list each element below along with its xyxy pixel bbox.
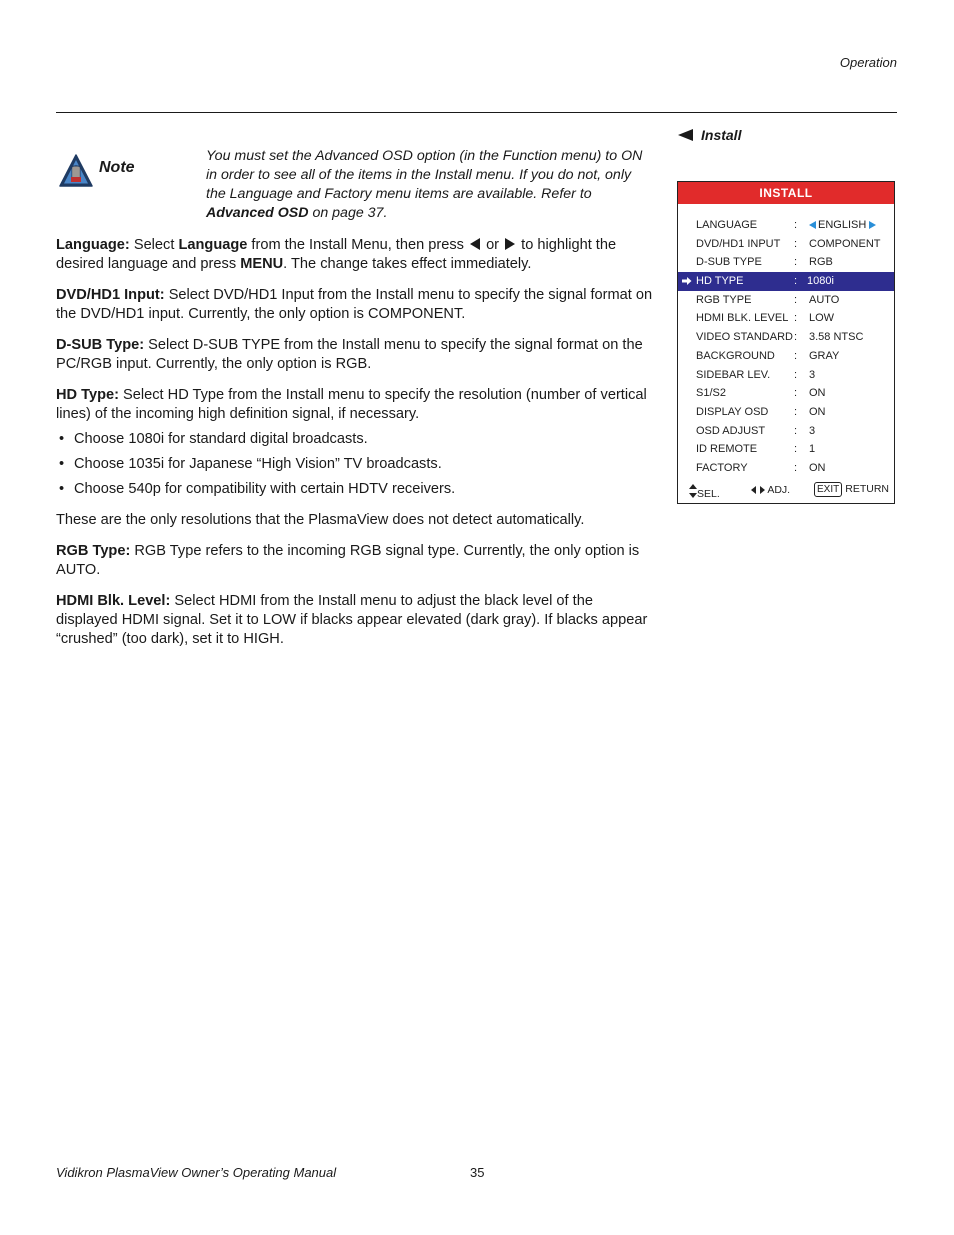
left-right-arrows-icon: [751, 486, 765, 494]
osd-rows: [678, 216, 894, 478]
advanced-osd-reference: Advanced OSD: [206, 205, 309, 221]
header-rule: [56, 112, 897, 113]
osd-row-hdmi-blk-level: HDMI BLK. LEVEL : LOW: [696, 312, 835, 325]
osd-row-rgb-type: RGB TYPE : AUTO: [696, 293, 840, 306]
body-text: [56, 236, 656, 661]
rgb-type-paragraph: RGB Type: RGB Type refers to the incoming RGB signal type. Currently, the only option is AUTO.: [56, 543, 640, 578]
note-text: You must set the Advanced OSD option (in the Function menu) to ON in order to see all of the items in the Install menu. If you do not, only the Language and Factory menu items are available. Refer to Advanced OSD on page 37.: [206, 148, 643, 221]
osd-row-dvd-hd1-input: DVD/HD1 INPUT : COMPONENT: [696, 237, 881, 250]
running-header-section: Operation: [839, 55, 897, 70]
osd-row-sidebar-lev: SIDEBAR LEV. : 3: [696, 368, 816, 381]
note-warning-icon: [58, 153, 94, 189]
osd-row-id-remote: ID REMOTE : 1: [696, 443, 816, 456]
osd-row-hd-type-selected: HD TYPE : 1080i: [678, 272, 894, 291]
osd-row-s1-s2: S1/S2 : ON: [696, 387, 826, 400]
right-arrow-icon: [869, 221, 876, 229]
osd-footer-select: SEL.: [689, 484, 720, 500]
exit-key-icon: EXIT: [814, 482, 842, 497]
list-item: • Choose 540p for compatibility with certain HDTV receivers.: [56, 480, 656, 499]
osd-footer: [678, 481, 894, 501]
osd-footer-return: EXIT RETURN: [814, 482, 889, 497]
osd-row-background: BACKGROUND : GRAY: [696, 349, 840, 362]
osd-footer-adjust: ADJ.: [751, 484, 790, 496]
language-paragraph: Language: Select Language from the Install Menu, then press or to highlight the desired language and press MENU. The change takes effect immediately.: [56, 237, 617, 272]
osd-row-factory: FACTORY : ON: [696, 461, 826, 474]
note-label: Note: [99, 159, 135, 176]
left-arrow-icon: [470, 238, 480, 250]
hd-type-options-list: [56, 430, 656, 499]
dvd-input-paragraph: DVD/HD1 Input: Select DVD/HD1 Input from the Install menu to specify the signal format on the DVD/HD1 input. Currently, the only option is COMPONENT.: [56, 287, 653, 322]
osd-row-video-standard: VIDEO STANDARD : 3.58 NTSC: [696, 331, 864, 344]
list-item: • Choose 1080i for standard digital broadcasts.: [56, 430, 656, 449]
up-down-arrows-icon: [689, 484, 697, 498]
right-arrow-icon: [505, 238, 515, 250]
install-osd-menu: [677, 181, 895, 504]
list-item: • Choose 1035i for Japanese “High Vision” TV broadcasts.: [56, 455, 656, 474]
footer-manual-title: Vidikron PlasmaView Owner’s Operating Manual: [56, 1165, 337, 1180]
osd-row-dsub-type: D-SUB TYPE : RGB: [696, 256, 833, 269]
selection-arrow-icon: [682, 276, 692, 286]
resolutions-note-paragraph: These are the only resolutions that the PlasmaView does not detect automatically.: [56, 512, 585, 528]
caption-arrow-icon: [678, 129, 693, 141]
hd-type-paragraph: HD Type: Select HD Type from the Install menu to specify the resolution (number of vertical lines) of the incoming high definition signal, if necessary.: [56, 387, 647, 422]
figure-caption: Install: [678, 127, 741, 143]
dsub-type-paragraph: D-SUB Type: Select D-SUB TYPE from the Install menu to specify the signal format on the PC/RGB input. Currently, the only option is RGB.: [56, 337, 643, 372]
osd-row-language: LANGUAGE : ENGLISH: [678, 216, 894, 235]
hdmi-blk-level-paragraph: HDMI Blk. Level: Select HDMI from the Install menu to adjust the black level of the displayed HDMI signal. Set it to LOW if blacks appear elevated (dark gray). If blacks appear “crushed” (too dark), set it to HIGH.: [56, 593, 648, 647]
osd-row-display-osd: DISPLAY OSD : ON: [696, 405, 826, 418]
left-arrow-icon: [809, 221, 816, 229]
page-number: 35: [470, 1165, 485, 1180]
osd-row-osd-adjust: OSD ADJUST : 3: [696, 424, 816, 437]
osd-title: INSTALL: [678, 182, 894, 204]
